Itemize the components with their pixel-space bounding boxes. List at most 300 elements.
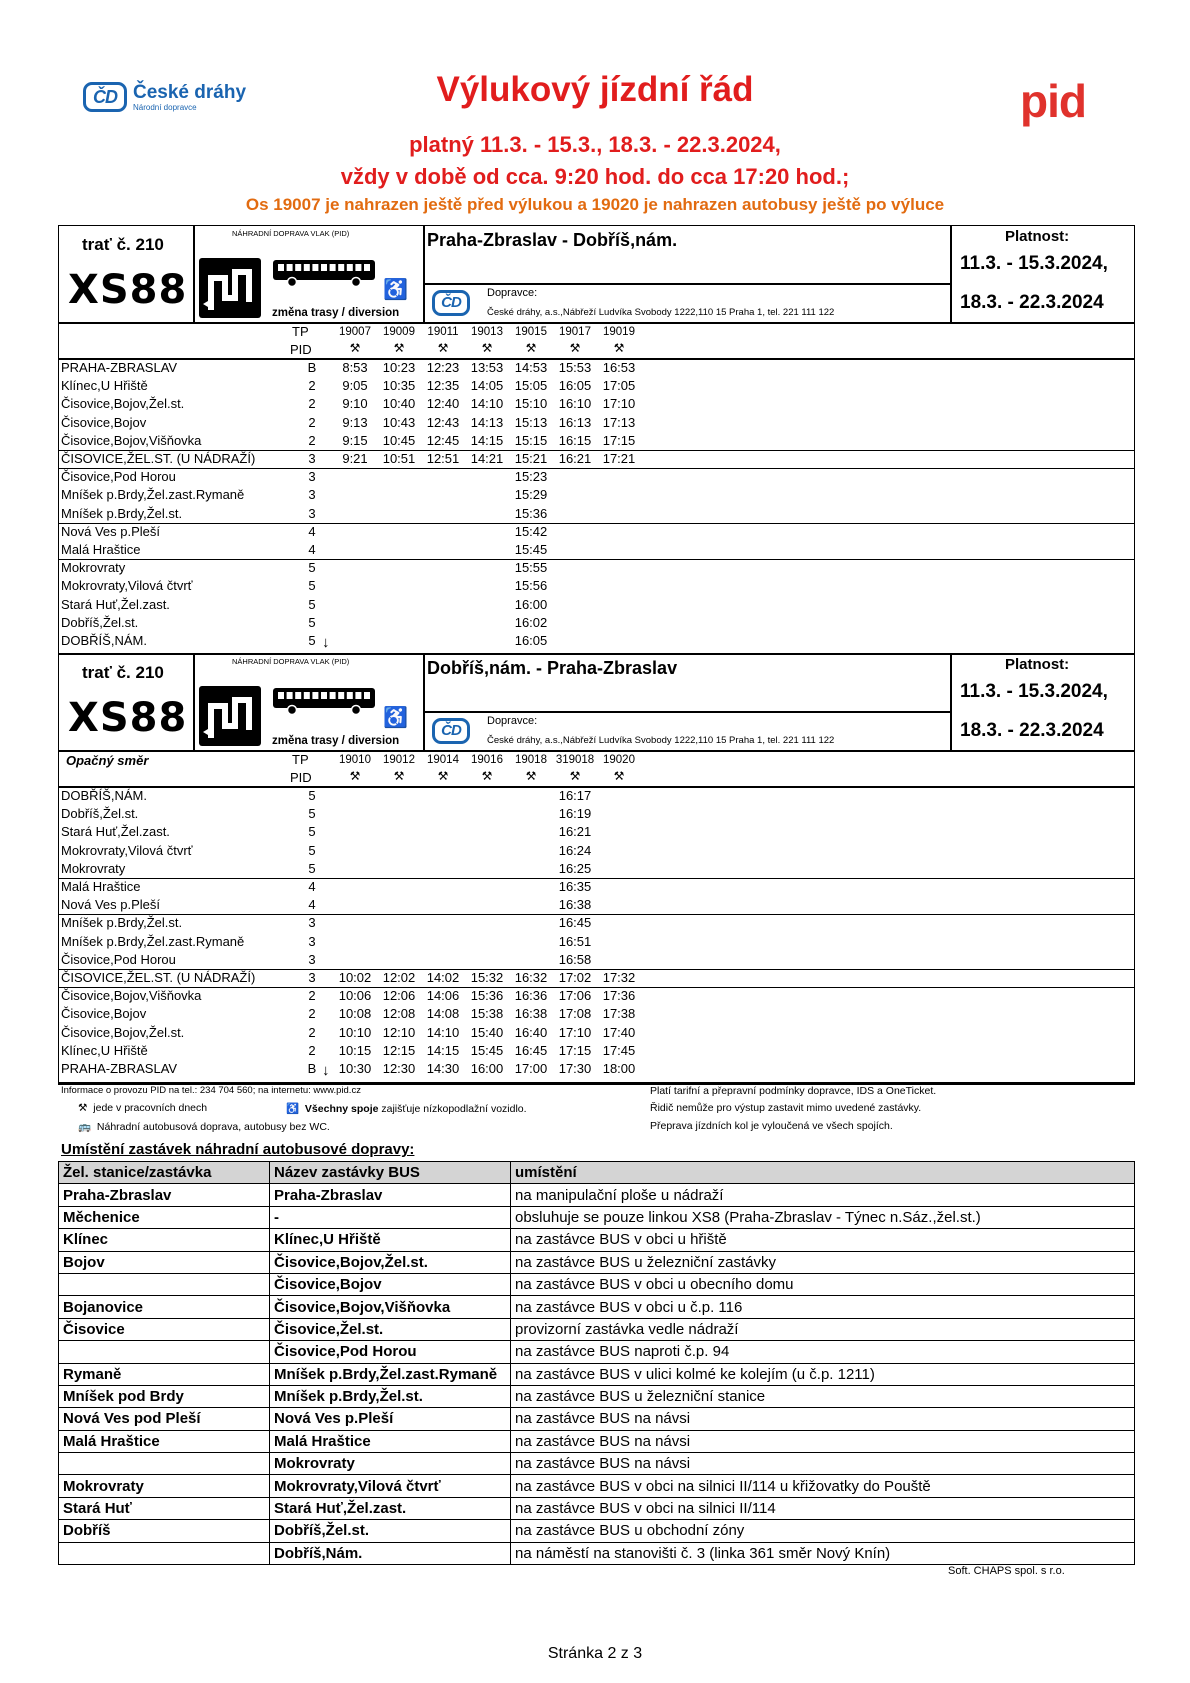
track-number: trať č. 210 — [82, 663, 164, 682]
bus-stop-cell: Mníšek p.Brdy,Žel.zast.Rymaně — [270, 1363, 511, 1385]
location-cell: obsluhuje se pouze linkou XS8 (Praha-Zbraslav - Týnec n.Sáz.,žel.st.) — [511, 1206, 1135, 1228]
departure-time: 17:38 — [602, 1006, 636, 1022]
departure-time: 14:15 — [470, 432, 504, 448]
location-cell: provizorní zastávka vedle nádraží — [511, 1318, 1135, 1340]
train-number: 19014 — [427, 754, 459, 766]
page-number: Stránka 2 z 3 — [547, 1645, 643, 1662]
bus-stop-cell: Dobříš,Nám. — [270, 1542, 511, 1564]
route-divider — [423, 283, 950, 285]
station-cell: Nová Ves pod Pleší — [59, 1408, 270, 1430]
legend-lowfloor — [286, 1102, 527, 1115]
departure-time: 12:10 — [382, 1024, 416, 1040]
zone: 4 — [308, 897, 316, 913]
departure-time: 12:23 — [426, 360, 460, 375]
hammers-icon: ⚒ — [393, 341, 405, 355]
departure-time: 17:10 — [558, 1024, 592, 1040]
direction-arrow-icon: ↓ — [322, 634, 330, 651]
validity-range-2: 18.3. - 22.3.2024 — [960, 292, 1104, 313]
station-cell — [59, 1273, 270, 1295]
location-cell: na zastávce BUS na návsi — [511, 1453, 1135, 1475]
location-cell: na zastávce BUS na návsi — [511, 1408, 1135, 1430]
section-header-bottom-line — [58, 750, 1135, 752]
departure-time: 12:40 — [426, 396, 460, 412]
stop-name: DOBŘÍŠ,NÁM. — [61, 633, 147, 648]
stop-name: DOBŘÍŠ,NÁM. — [61, 788, 147, 803]
bus-stop-cell: Stará Huť,Žel.zast. — [270, 1497, 511, 1519]
stop-name: Mníšek p.Brdy,Žel.st. — [61, 505, 183, 521]
stop-group-line — [58, 450, 1135, 451]
train-number: 19009 — [383, 326, 415, 338]
zone: 5 — [308, 860, 316, 876]
departure-time: 18:00 — [602, 1061, 636, 1076]
table-row — [59, 1453, 1135, 1475]
hammers-icon: ⚒ — [437, 341, 449, 355]
stop-name: Malá Hraštice — [61, 879, 141, 894]
departure-time: 15:15 — [514, 432, 548, 448]
pid-label: PID — [290, 770, 312, 785]
bus-stop-cell: Nová Ves p.Pleší — [270, 1408, 511, 1430]
train-number: 19020 — [603, 754, 635, 766]
header-divider-2 — [423, 653, 425, 750]
carrier-detail: České dráhy, a.s.,Nábřeží Ludvíka Svobody 1222,110 15 Praha 1, tel. 221 111 122 — [487, 307, 835, 318]
tp-label: TP — [292, 324, 309, 339]
departure-time: 9:13 — [342, 414, 368, 430]
stop-name: ČISOVICE,ŽEL.ST. (U NÁDRAŽÍ) — [61, 451, 256, 466]
line-number: XS88 — [68, 695, 188, 741]
section-header-bottom-line — [58, 322, 1135, 324]
station-cell: Bojov — [59, 1251, 270, 1273]
location-cell: na zastávce BUS u železniční zastávky — [511, 1251, 1135, 1273]
departure-time: 15:13 — [514, 414, 548, 430]
departure-time: 14:10 — [426, 1024, 460, 1040]
validity-line-2: vždy v době od cca. 9:20 hod. do cca 17:20 hod.; — [340, 164, 850, 189]
departure-time: 12:45 — [426, 432, 460, 448]
zone: 3 — [308, 505, 316, 521]
hammers-icon: ⚒ — [569, 341, 581, 355]
location-cell: na náměstí na stanovišti č. 3 (linka 361 směr Nový Knín) — [511, 1542, 1135, 1564]
station-cell: Čisovice — [59, 1318, 270, 1340]
departure-time: 8:53 — [342, 360, 368, 375]
zone: 5 — [308, 806, 316, 822]
departure-time: 16:25 — [558, 860, 592, 876]
departure-time: 17:05 — [602, 378, 636, 394]
location-cell: na zastávce BUS v obci na silnici II/114 — [511, 1497, 1135, 1519]
validity-range-1: 11.3. - 15.3.2024, — [960, 253, 1108, 274]
pid-logo: pid — [1020, 75, 1086, 127]
table-row — [59, 1273, 1135, 1295]
train-number: 19011 — [427, 326, 459, 338]
stop-name: Nová Ves p.Pleší — [61, 523, 160, 539]
departure-time: 17:45 — [602, 1042, 636, 1058]
location-cell: na zastávce BUS u obchodní zóny — [511, 1520, 1135, 1542]
train-number: 19010 — [339, 754, 371, 766]
departure-time: 9:21 — [342, 451, 368, 466]
carrier-detail: České dráhy, a.s.,Nábřeží Ludvíka Svobody 1222,110 15 Praha 1, tel. 221 111 122 — [487, 735, 835, 746]
departure-time: 17:15 — [602, 432, 636, 448]
column-header: Žel. stanice/zastávka — [59, 1162, 270, 1184]
legend-right-3: Přeprava jízdních kol je vyloučená ve všech spojích. — [650, 1120, 893, 1132]
zone: 2 — [308, 1024, 316, 1040]
location-cell: na zastávce BUS v obci u hřiště — [511, 1229, 1135, 1251]
stops-table-title: Umístění zastávek náhradní autobusové dopravy: — [61, 1141, 415, 1158]
carrier-logo: ČD — [432, 290, 470, 316]
departure-time: 12:30 — [382, 1061, 416, 1076]
zone: 3 — [308, 970, 316, 985]
stop-group-line — [58, 559, 1135, 560]
departure-time: 10:45 — [382, 432, 416, 448]
hammers-icon: ⚒ — [569, 769, 581, 783]
station-cell — [59, 1341, 270, 1363]
header-divider-1 — [193, 225, 195, 322]
legend-lowfloor-bold: Všechny spoje — [304, 1103, 379, 1115]
header-divider-3 — [950, 653, 952, 750]
departure-time: 16:38 — [514, 1006, 548, 1022]
train-number: 19013 — [471, 326, 503, 338]
departure-time: 10:06 — [338, 988, 372, 1004]
departure-time: 17:36 — [602, 988, 636, 1004]
station-cell: Bojanovice — [59, 1296, 270, 1318]
departure-time: 12:08 — [382, 1006, 416, 1022]
hammers-icon: ⚒ — [78, 1102, 88, 1114]
stop-name: Mníšek p.Brdy,Žel.zast.Rymaně — [61, 487, 245, 503]
track-number: trať č. 210 — [82, 235, 164, 254]
tp-label: TP — [292, 752, 309, 767]
departure-time: 16:17 — [558, 788, 592, 803]
zone: 4 — [308, 523, 316, 539]
route-title: Praha-Zbraslav - Dobříš,nám. — [427, 230, 678, 250]
zone: 3 — [308, 487, 316, 503]
carrier-logo: ČD — [432, 718, 470, 744]
bus-stop-cell: - — [270, 1206, 511, 1228]
departure-time: 10:30 — [338, 1061, 372, 1076]
station-cell: Klínec — [59, 1229, 270, 1251]
departure-time: 10:15 — [338, 1042, 372, 1058]
location-cell: na zastávce BUS naproti č.p. 94 — [511, 1341, 1135, 1363]
departure-time: 14:10 — [470, 396, 504, 412]
header-divider-3 — [950, 225, 952, 322]
departure-time: 13:53 — [470, 360, 504, 375]
table-row — [59, 1430, 1135, 1452]
departure-time: 17:13 — [602, 414, 636, 430]
table-row — [59, 1475, 1135, 1497]
hammers-icon: ⚒ — [393, 769, 405, 783]
zone: 2 — [308, 988, 316, 1004]
departure-time: 16:51 — [558, 933, 592, 949]
cd-logo-sub: Národní dopravce — [133, 102, 197, 112]
stop-name: Čisovice,Pod Horou — [61, 469, 176, 485]
hammers-icon: ⚒ — [437, 769, 449, 783]
train-number: 319018 — [555, 754, 595, 766]
wheelchair-icon: ♿ — [383, 707, 408, 729]
zone: 3 — [308, 451, 316, 466]
departure-time: 15:55 — [514, 560, 548, 576]
location-cell: na zastávce BUS v obci u obecního domu — [511, 1273, 1135, 1295]
stop-name: Dobříš,Žel.st. — [61, 614, 139, 630]
departure-time: 16:24 — [558, 842, 592, 858]
bus-icon: 🚌 — [78, 1121, 92, 1133]
legend-bus — [78, 1120, 330, 1133]
hammers-icon: ⚒ — [349, 769, 361, 783]
departure-time: 15:10 — [514, 396, 548, 412]
table-row — [59, 1542, 1135, 1564]
departure-time: 15:29 — [514, 487, 548, 503]
bus-stop-cell: Čisovice,Pod Horou — [270, 1341, 511, 1363]
train-number: 19016 — [471, 754, 503, 766]
bus-stop-cell: Mokrovraty — [270, 1453, 511, 1475]
departure-time: 14:15 — [426, 1042, 460, 1058]
stop-name: Klínec,U Hřiště — [61, 378, 148, 394]
replacement-label: NÁHRADNÍ DOPRAVA VLAK (PID) — [232, 657, 350, 666]
stops-table-header — [59, 1162, 1135, 1184]
zone: 5 — [308, 560, 316, 576]
stop-name: Čisovice,Bojov,Višňovka — [61, 988, 202, 1004]
bus-stop-cell: Malá Hraštice — [270, 1430, 511, 1452]
departure-time: 16:36 — [514, 988, 548, 1004]
location-cell: na zastávce BUS v ulici kolmé ke kolejím (u č.p. 1211) — [511, 1363, 1135, 1385]
page-title: Výlukový jízdní řád — [436, 70, 754, 109]
zone: 4 — [308, 879, 316, 894]
departure-time: 16:40 — [514, 1024, 548, 1040]
location-cell: na zastávce BUS v obci na silnici II/114 u křižovatky do Pouště — [511, 1475, 1135, 1497]
departure-time: 17:21 — [602, 451, 636, 466]
bus-stop-cell: Dobříš,Žel.st. — [270, 1520, 511, 1542]
departure-time: 10:10 — [338, 1024, 372, 1040]
table-row — [59, 1363, 1135, 1385]
software-credit: Soft. CHAPS spol. s r.o. — [948, 1565, 1065, 1577]
validity-label: Platnost: — [1005, 656, 1070, 673]
hammers-icon: ⚒ — [525, 769, 537, 783]
header-divider-1 — [193, 653, 195, 750]
zone: 5 — [308, 633, 316, 648]
stop-name: PRAHA-ZBRASLAV — [61, 1061, 178, 1076]
zone: 5 — [308, 596, 316, 612]
departure-time: 16:21 — [558, 824, 592, 840]
location-cell: na zastávce BUS na návsi — [511, 1430, 1135, 1452]
train-number: 19007 — [339, 326, 371, 338]
departure-time: 15:36 — [514, 505, 548, 521]
stop-name: Čisovice,Bojov,Višňovka — [61, 432, 202, 448]
station-cell — [59, 1542, 270, 1564]
bus-icon — [272, 686, 377, 716]
departure-time: 15:23 — [514, 469, 548, 485]
hammers-icon: ⚒ — [525, 341, 537, 355]
departure-time: 16:13 — [558, 414, 592, 430]
departure-time: 17:06 — [558, 988, 592, 1004]
replacement-label: NÁHRADNÍ DOPRAVA VLAK (PID) — [232, 229, 350, 238]
stop-name: ČISOVICE,ŽEL.ST. (U NÁDRAŽÍ) — [61, 970, 256, 985]
bus-stop-cell: Mníšek p.Brdy,Žel.st. — [270, 1385, 511, 1407]
legend-workdays — [78, 1102, 207, 1114]
diversion-icon — [199, 258, 261, 318]
departure-time: 10:35 — [382, 378, 416, 394]
departure-time: 14:53 — [514, 360, 548, 375]
hammers-icon: ⚒ — [481, 341, 493, 355]
departure-time: 10:51 — [382, 451, 416, 466]
zone: 5 — [308, 842, 316, 858]
bus-stop-cell: Mokrovraty,Vilová čtvrť — [270, 1475, 511, 1497]
departure-time: 14:05 — [470, 378, 504, 394]
section-top-line — [58, 653, 1135, 655]
departure-time: 16:05 — [514, 633, 548, 648]
table-row — [59, 1341, 1135, 1363]
table-row — [59, 1385, 1135, 1407]
departure-time: 17:02 — [558, 970, 592, 985]
stop-name: Stará Huť,Žel.zast. — [61, 596, 170, 612]
stop-name: Stará Huť,Žel.zast. — [61, 824, 170, 840]
stop-name: Mníšek p.Brdy,Žel.st. — [61, 915, 183, 931]
stop-group-line — [58, 468, 1135, 469]
departure-time: 15:45 — [470, 1042, 504, 1058]
train-number: 19015 — [515, 326, 547, 338]
diversion-label: změna trasy / diversion — [272, 307, 400, 319]
departure-time: 16:05 — [558, 378, 592, 394]
pid-label: PID — [290, 342, 312, 357]
legend-bus-text: Náhradní autobusová doprava, autobusy bez WC. — [96, 1121, 330, 1133]
column-header: Název zastávky BUS — [270, 1162, 511, 1184]
zone: B — [307, 1061, 317, 1076]
departure-time: 17:32 — [602, 970, 636, 985]
departure-time: 15:38 — [470, 1006, 504, 1022]
departure-time: 16:21 — [558, 451, 592, 466]
departure-time: 15:56 — [514, 578, 548, 594]
stop-group-line — [58, 523, 1135, 524]
train-number: 19017 — [559, 326, 591, 338]
stop-group-line — [58, 969, 1135, 970]
zone: 3 — [308, 951, 316, 967]
departure-time: 17:08 — [558, 1006, 592, 1022]
zone: 2 — [308, 1042, 316, 1058]
departure-time: 9:05 — [342, 378, 368, 394]
hammers-icon: ⚒ — [349, 341, 361, 355]
hammers-icon: ⚒ — [613, 341, 625, 355]
departure-time: 12:06 — [382, 988, 416, 1004]
departure-time: 10:08 — [338, 1006, 372, 1022]
carrier-label: Dopravce: — [487, 287, 538, 299]
table-row — [59, 1408, 1135, 1430]
zone: 3 — [308, 915, 316, 931]
station-cell: Rymaně — [59, 1363, 270, 1385]
departure-time: 17:30 — [558, 1061, 592, 1076]
cd-logo-name: České dráhy — [133, 81, 247, 103]
departure-time: 15:42 — [514, 523, 548, 539]
stop-name: Čisovice,Bojov — [61, 414, 147, 430]
stop-name: Nová Ves p.Pleší — [61, 897, 160, 913]
departure-time: 10:43 — [382, 414, 416, 430]
station-cell — [59, 1453, 270, 1475]
departure-time: 16:19 — [558, 806, 592, 822]
bus-stop-cell: Čisovice,Bojov,Žel.st. — [270, 1251, 511, 1273]
departure-time: 16:45 — [558, 915, 592, 931]
departure-time: 17:00 — [514, 1061, 548, 1076]
stop-name: Dobříš,Žel.st. — [61, 806, 139, 822]
legend-right-1: Platí tarifní a přepravní podmínky dopravce, IDS a OneTicket. — [650, 1085, 937, 1097]
carrier-label: Dopravce: — [487, 715, 538, 727]
departure-time: 15:21 — [514, 451, 548, 466]
departure-time: 14:30 — [426, 1061, 460, 1076]
zone: B — [307, 360, 317, 375]
table-row — [59, 1184, 1135, 1206]
departure-time: 17:15 — [558, 1042, 592, 1058]
stop-name: Mokrovraty,Vilová čtvrť — [61, 842, 193, 858]
departure-time: 12:35 — [426, 378, 460, 394]
station-cell: Mokrovraty — [59, 1475, 270, 1497]
zone: 2 — [308, 378, 316, 394]
zone: 2 — [308, 1006, 316, 1022]
validity-range-1: 11.3. - 15.3.2024, — [960, 681, 1108, 702]
bus-stop-cell: Klínec,U Hřiště — [270, 1229, 511, 1251]
diversion-label: změna trasy / diversion — [272, 735, 400, 747]
zone: 3 — [308, 469, 316, 485]
train-number: 19012 — [383, 754, 415, 766]
table-row — [59, 1296, 1135, 1318]
stop-name: Mníšek p.Brdy,Žel.zast.Rymaně — [61, 933, 245, 949]
departure-time: 12:43 — [426, 414, 460, 430]
departure-time: 14:21 — [470, 451, 504, 466]
bus-stop-cell: Čisovice,Bojov,Višňovka — [270, 1296, 511, 1318]
header-divider-2 — [423, 225, 425, 322]
legend-lowfloor-text: zajišťuje nízkopodlažní vozidlo. — [381, 1103, 527, 1115]
stop-group-line — [58, 878, 1135, 879]
hammers-icon: ⚒ — [481, 769, 493, 783]
stop-name: Mokrovraty,Vilová čtvrť — [61, 578, 193, 594]
departure-time: 10:40 — [382, 396, 416, 412]
location-cell: na manipulační ploše u nádraží — [511, 1184, 1135, 1206]
table-row — [59, 1497, 1135, 1519]
departure-time: 12:15 — [382, 1042, 416, 1058]
cd-logo-mark: ČD — [83, 82, 127, 112]
zone: 3 — [308, 933, 316, 949]
location-cell: na zastávce BUS u železniční stanice — [511, 1385, 1135, 1407]
stop-name: Čisovice,Bojov,Žel.st. — [61, 396, 185, 412]
departure-time: 15:45 — [514, 542, 548, 557]
departure-time: 12:51 — [426, 451, 460, 466]
table-row — [59, 1318, 1135, 1340]
zone: 5 — [308, 614, 316, 630]
station-cell: Dobříš — [59, 1520, 270, 1542]
stop-group-line — [58, 987, 1135, 988]
direction-arrow-icon: ↓ — [322, 1062, 330, 1079]
station-cell: Malá Hraštice — [59, 1430, 270, 1452]
departure-time: 16:00 — [470, 1061, 504, 1076]
departure-time: 16:58 — [558, 951, 592, 967]
departure-time: 15:53 — [558, 360, 592, 375]
departure-time: 15:32 — [470, 970, 504, 985]
replacement-note: Os 19007 je nahrazen ještě před výlukou a 19020 je nahrazen autobusy ještě po výluce — [245, 195, 945, 214]
stop-name: Čisovice,Bojov — [61, 1006, 147, 1022]
stop-name: Čisovice,Pod Horou — [61, 951, 176, 967]
diversion-icon — [199, 686, 261, 746]
validity-line-1: platný 11.3. - 15.3., 18.3. - 22.3.2024, — [409, 132, 781, 157]
column-header: umístění — [511, 1162, 1135, 1184]
departure-time: 16:35 — [558, 879, 592, 894]
departure-time: 15:40 — [470, 1024, 504, 1040]
train-number: 19018 — [515, 754, 547, 766]
departure-time: 10:02 — [338, 970, 372, 985]
zone: 4 — [308, 542, 316, 557]
hammers-icon: ⚒ — [613, 769, 625, 783]
validity-label: Platnost: — [1005, 228, 1070, 245]
departure-time: 14:13 — [470, 414, 504, 430]
departure-time: 17:40 — [602, 1024, 636, 1040]
zone: 2 — [308, 432, 316, 448]
departure-time: 16:32 — [514, 970, 548, 985]
table-row — [59, 1229, 1135, 1251]
stop-name: Čisovice,Bojov,Žel.st. — [61, 1024, 185, 1040]
bus-stop-cell: Čisovice,Bojov — [270, 1273, 511, 1295]
departure-time: 9:15 — [342, 432, 368, 448]
stop-name: Klínec,U Hřiště — [61, 1042, 148, 1058]
departure-time: 16:45 — [514, 1042, 548, 1058]
